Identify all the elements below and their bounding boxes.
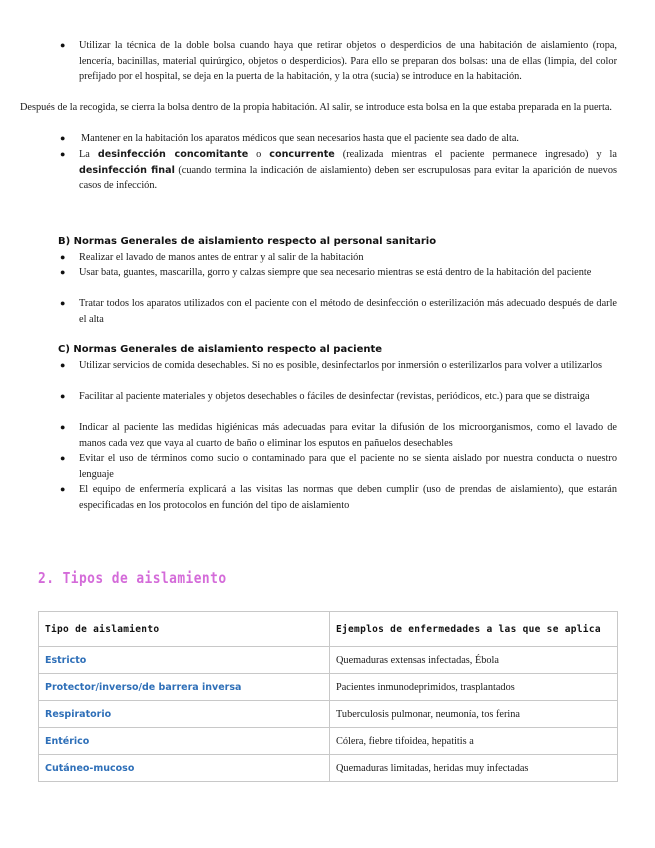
disinfection-bullet bbox=[79, 147, 617, 194]
section-b-heading: B) Normas Generales de aislamiento respecto al personal sanitario bbox=[58, 236, 437, 247]
bullet-marker: ● bbox=[60, 422, 66, 432]
disease-examples: Pacientes inmunodeprimidos, trasplantados bbox=[330, 674, 618, 701]
section-c-item: Evitar el uso de términos como sucio o contaminado para que el paciente no se sienta aislado por nuestra conducta o nuestro lenguaje bbox=[79, 453, 617, 480]
header-examples: Ejemplos de enfermedades a las que se aplica bbox=[330, 612, 618, 647]
after-collection-text: Después de la recogida, se cierra la bolsa dentro de la propia habitación. Al salir, se introduce esta bolsa en la que estaba preparada en la puerta. bbox=[20, 102, 612, 113]
bullet-marker: ● bbox=[60, 484, 66, 494]
disinfection-post: (cuando termina la indicación de aislamiento) deben ser escrupulosas para evitar la aparición de nuevos casos de infección. bbox=[79, 164, 617, 192]
disease-examples: Quemaduras extensas infectadas, Ébola bbox=[330, 647, 618, 674]
double-bag-bullet: Utilizar la técnica de la doble bolsa cuando haya que retirar objetos o desperdicios de una habitación de aislamiento (ropa, lencería, bacinillas, material quirúrgico, objetos o desperdicios). Para ello se preparan dos bolsas: una de ellas (limpia, del color prefijado por el hospital, se deja en la puerta de la habitación, y la otra (sucia) se introduce en la habitación. bbox=[79, 40, 617, 83]
section-c-item: Indicar al paciente las medidas higiénicas más adecuadas para evitar la difusión de los microorganismos, como el lavado de manos cada vez que vaya al cuarto de baño o eliminar los esputos en pañuelos desechables bbox=[79, 422, 617, 449]
isolation-types-table bbox=[38, 611, 618, 782]
disease-examples: Tuberculosis pulmonar, neumonía, tos ferina bbox=[330, 701, 618, 728]
header-type: Tipo de aislamiento bbox=[39, 612, 330, 647]
section-c-item: Utilizar servicios de comida desechables. Si no es posible, desinfectarlos por inmersión o esterilizarlos para volver a utilizarlos bbox=[79, 360, 602, 371]
bullet-marker: ● bbox=[60, 149, 66, 159]
section-c-item: El equipo de enfermería explicará a las visitas las normas que deben cumplir (uso de prendas de aislamiento), que estarán especificadas en los protocolos en función del tipo de aislamiento bbox=[79, 484, 617, 511]
table-row bbox=[39, 701, 618, 728]
disinfection-mid1: o bbox=[248, 149, 270, 160]
disease-examples: Quemaduras limitadas, heridas muy infectadas bbox=[330, 755, 618, 782]
table-row bbox=[39, 728, 618, 755]
bullet-marker: ● bbox=[60, 40, 66, 50]
isolation-type: Cutáneo-mucoso bbox=[39, 755, 330, 782]
section-b-item: Realizar el lavado de manos antes de entrar y al salir de la habitación bbox=[79, 252, 364, 263]
keyword-concomitant: desinfección concomitante bbox=[97, 149, 249, 160]
after-collection-paragraph bbox=[20, 100, 618, 116]
bullet-marker: ● bbox=[60, 133, 66, 143]
keyword-concurrent: concurrente bbox=[269, 149, 335, 160]
bullet-marker: ● bbox=[60, 391, 66, 401]
section-b-item: Usar bata, guantes, mascarilla, gorro y calzas siempre que sea necesario mientras se está dentro de la habitación del paciente bbox=[79, 267, 592, 278]
section-c-item: Facilitar al paciente materiales y objetos desechables o fáciles de desinfectar (revistas, periódicos, etc.) para que se distraiga bbox=[79, 391, 590, 402]
isolation-type: Entérico bbox=[39, 728, 330, 755]
disinfection-pre: La bbox=[79, 149, 98, 160]
bullet-marker: ● bbox=[60, 252, 66, 262]
table-row bbox=[39, 755, 618, 782]
bullet-marker: ● bbox=[60, 453, 66, 463]
table-header-row bbox=[39, 612, 618, 647]
disease-examples: Cólera, fiebre tifoidea, hepatitis a bbox=[330, 728, 618, 755]
bullet-marker: ● bbox=[60, 267, 66, 277]
bullet-marker: ● bbox=[60, 360, 66, 370]
isolation-type: Protector/inverso/de barrera inversa bbox=[39, 674, 330, 701]
bullet-marker: ● bbox=[60, 298, 66, 308]
medical-equipment-bullet: Mantener en la habitación los aparatos médicos que sean necesarios hasta que el paciente sea dado de alta. bbox=[81, 133, 520, 144]
keyword-final-disinfection: desinfección final bbox=[79, 164, 175, 176]
table-row bbox=[39, 647, 618, 674]
isolation-type: Estricto bbox=[39, 647, 330, 674]
section-c-heading: C) Normas Generales de aislamiento respecto al paciente bbox=[58, 344, 383, 355]
section-2-title: 2. Tipos de aislamiento bbox=[38, 569, 227, 587]
isolation-type: Respiratorio bbox=[39, 701, 330, 728]
disinfection-mid2: (realizada mientras el paciente permanece ingresado) y la bbox=[334, 149, 617, 160]
section-b-item: Tratar todos los aparatos utilizados con el paciente con el método de desinfección o esterilización más adecuado después de darle el alta bbox=[79, 298, 617, 325]
table-row bbox=[39, 674, 618, 701]
